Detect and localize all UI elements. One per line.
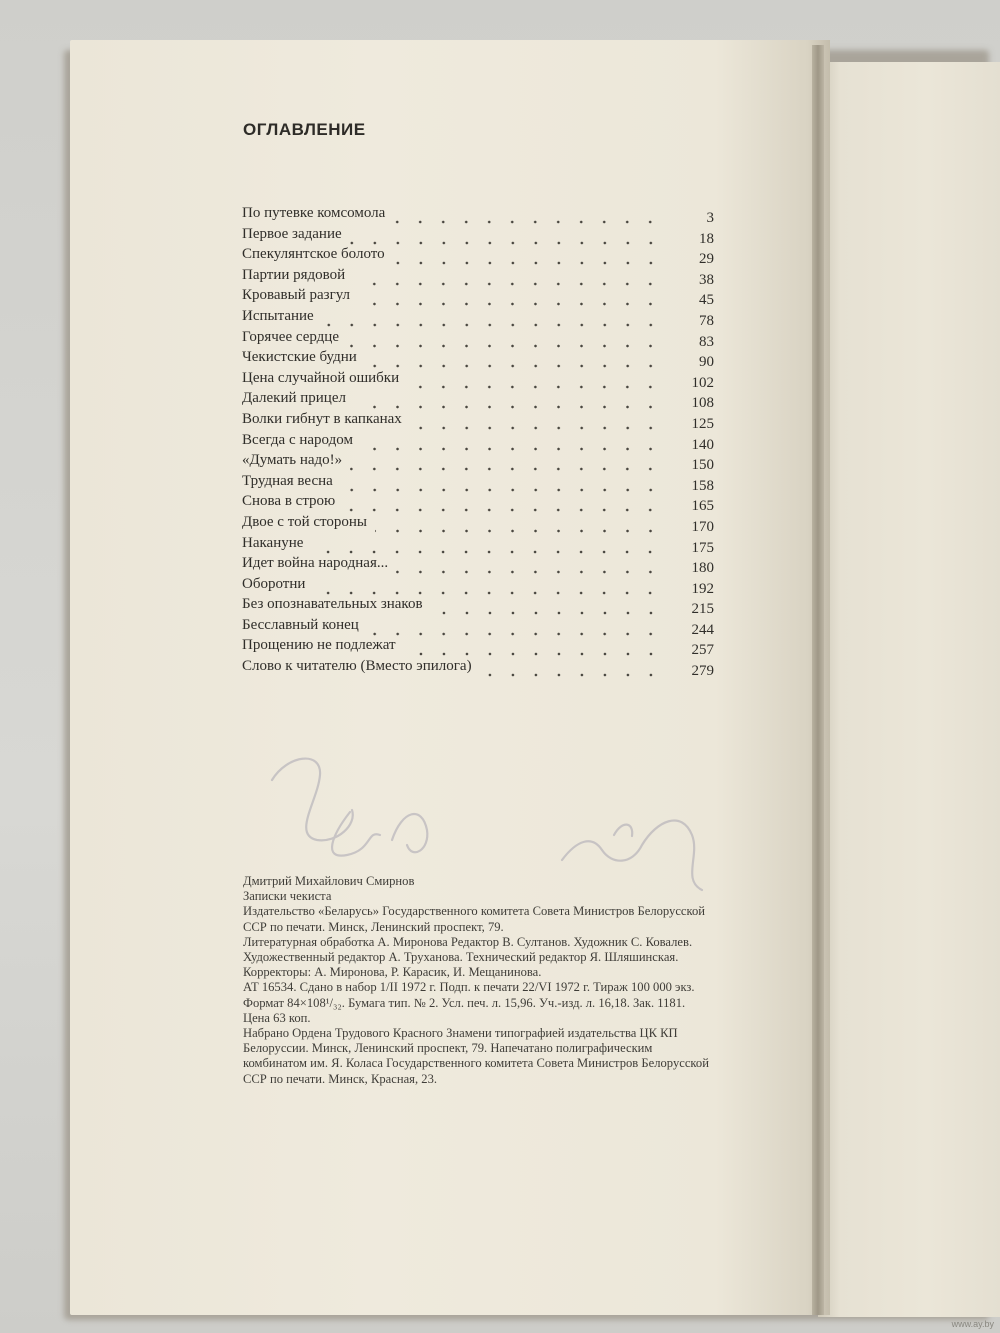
toc-title: Волки гибнут в капканах [242,410,402,427]
toc-page-number: 18 [699,230,714,247]
colophon [243,874,715,1087]
toc-entry [242,635,714,659]
toc-heading: ОГЛАВЛЕНИЕ [243,120,366,139]
toc-page-number: 215 [691,601,714,618]
toc-page-number: 78 [699,312,714,329]
leader-dots [375,514,662,534]
toc-page-number: 3 [706,210,714,226]
toc-entry [242,594,714,618]
leader-dots [393,205,662,225]
toc-entry [242,285,714,309]
colophon-author: Дмитрий Михайлович Смирнов [243,874,415,888]
toc-page-number: 170 [691,518,714,535]
toc-title: Бесславный конец [242,616,359,633]
toc-entry [242,409,714,430]
toc-page-number: 125 [691,415,714,432]
toc-entry [242,430,714,451]
leader-dots [404,637,662,657]
toc-entry [242,491,714,515]
toc-title: Слово к читателю (Вместо эпилога) [242,658,472,675]
colophon-credits: Литературная обработка А. Миронова Редактор В. Султанов. Художник С. Ковалев. Художественный редактор А. Труханова. Технический редактор Я. Шляшинская. Корректоры: А. Миронова, Р. Карасик, И. Мещанинова. [243,934,693,980]
leader-dots [311,535,662,555]
leader-dots [343,493,662,513]
toc-page-number: 192 [691,580,714,597]
toc-entry [242,656,714,680]
book-gutter [812,45,824,1315]
toc-title: Далекий прицел [242,390,346,407]
toc-title: Оборотни [242,575,306,592]
toc-entry [242,347,714,371]
toc-page-number: 45 [699,292,714,309]
leader-dots [431,596,662,616]
toc-page-number: 83 [699,333,714,350]
toc-title: Испытание [242,307,314,324]
leader-dots [353,267,662,287]
colophon-printer: Набрано Ордена Трудового Красного Знамени типографией издательства ЦК КП Белоруссии. Минск, Ленинский проспект, 79. Напечатано полиграфическим комбинатом им. Я. Коласа Государственного комитета Совета Министров Белорусской ССР по печати. Минск, Красная, 23. [243,1026,709,1086]
toc-entry [242,512,714,533]
leader-dots [407,370,662,390]
toc-title: По путевке комсомола [242,205,386,221]
leader-dots [365,349,662,369]
leader-dots [480,658,662,678]
toc-title: Цена случайной ошибки [242,369,400,386]
toc-title: Всегда с народом [242,431,353,448]
colophon-book-title: Записки чекиста [243,889,332,904]
toc-page-number: 165 [691,498,714,515]
toc-page-number: 38 [699,271,714,288]
leader-dots [354,390,662,410]
leader-dots [396,555,662,575]
toc-title: Накануне [242,534,304,551]
leader-dots [393,246,662,266]
leader-dots [358,287,662,307]
toc-entry [242,327,714,348]
toc-entry [242,265,714,286]
toc-title: Двое с той стороны [242,513,367,530]
toc-page-number: 175 [691,539,714,556]
toc-page-number: 158 [691,477,714,494]
leader-dots [350,226,662,246]
toc-page-number: 108 [691,395,714,412]
toc-entry [242,306,714,327]
toc-page-number: 257 [691,642,714,659]
leader-dots [322,308,662,328]
toc-title: Трудная весна [242,472,333,489]
toc-entry [242,553,714,577]
toc-title: Спекулянтское болото [242,246,385,263]
toc-page-number: 29 [699,251,714,268]
toc-title: Чекистские будни [242,349,357,366]
table-of-contents [242,203,714,680]
toc-title: Снова в строю [242,493,336,510]
leader-dots [341,473,662,493]
leader-dots [410,411,662,431]
right-page-edge [818,62,1000,1317]
toc-page-number: 244 [691,621,714,638]
toc-title: «Думать надо!» [242,452,343,469]
toc-title: Первое задание [242,225,342,242]
toc-page-number: 150 [691,457,714,474]
leader-dots [367,617,662,637]
leader-dots [350,452,662,472]
toc-page-number: 140 [691,436,714,453]
toc-page-number: 102 [691,374,714,391]
toc-entry [242,471,714,492]
toc-title: Без опознавательных знаков [242,596,423,613]
toc-page-number: 180 [691,560,714,577]
colophon-publisher: Издательство «Беларусь» Государственного комитета Совета Министров Белорусской ССР по печати. Минск, Ленинский проспект, 79. [243,904,706,934]
leader-dots [361,432,662,452]
toc-entry [242,368,714,389]
toc-entry [242,615,714,636]
toc-title: Прощению не подлежат [242,637,396,654]
toc-page-number: 90 [699,354,714,371]
toc-entry [242,244,714,268]
leader-dots [313,576,662,596]
toc-title: Идет война народная... [242,555,389,572]
toc-entry [242,388,714,412]
colophon-print-info: АТ 16534. Сдано в набор 1/II 1972 г. Подп. к печати 22/VI 1972 г. Тираж 100 000 экз. Формат 84×108¹/₃₂. Бумага тип. № 2. Усл. печ. л. 15,96. Уч.-изд. л. 16,18. Зак. 1181. Цена 63 коп. [243,980,695,1025]
toc-entry [242,203,714,224]
toc-title: Кровавый разгул [242,287,351,304]
toc-entry [242,533,714,554]
toc-entry [242,574,714,595]
toc-entry [242,450,714,474]
toc-page-number: 279 [691,663,714,680]
leader-dots [347,329,662,349]
toc-title: Горячее сердце [242,328,339,345]
watermark: www.ay.by [951,1319,994,1329]
toc-entry [242,224,714,245]
toc-title: Партии рядовой [242,266,346,283]
